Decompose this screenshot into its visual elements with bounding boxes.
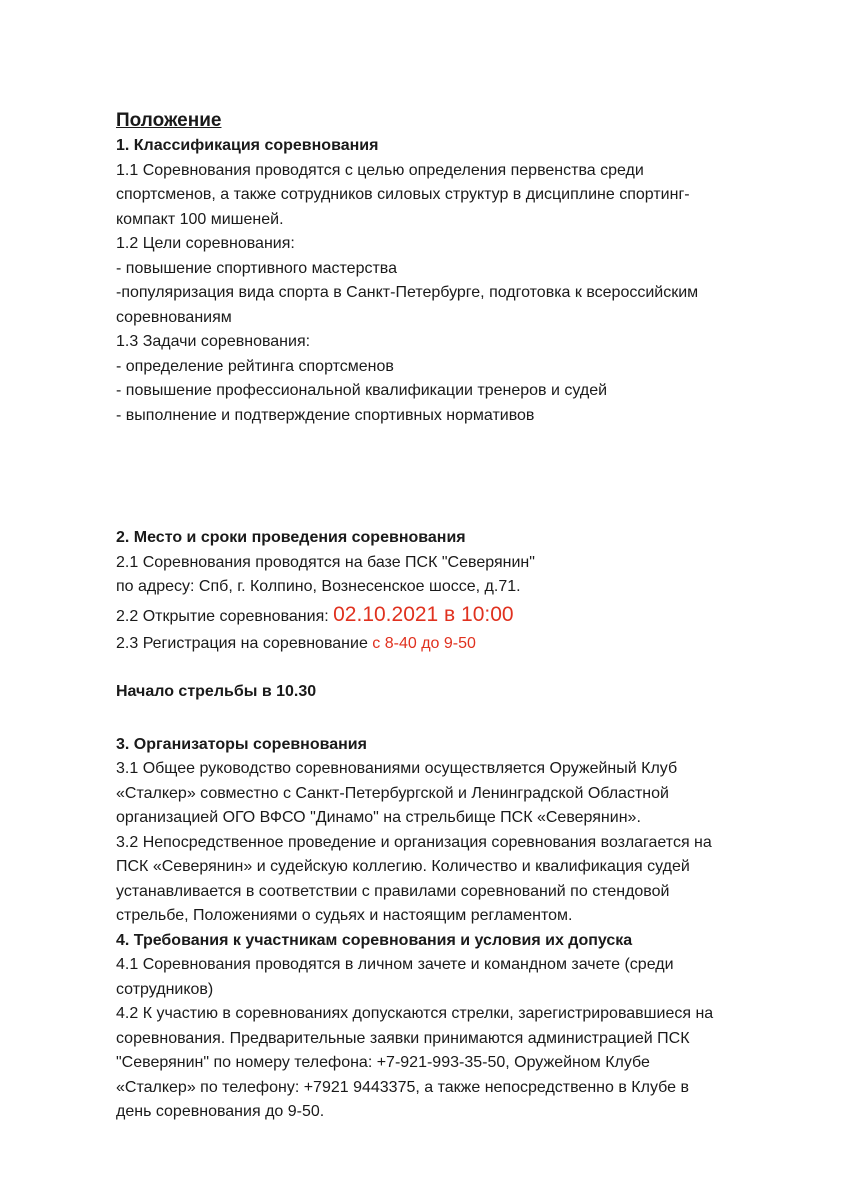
shooting-start: Начало стрельбы в 10.30: [116, 683, 317, 700]
registration-time: с 8-40 до 9-50: [372, 634, 476, 652]
section-3-line: 3.1 Общее руководство соревнованиями осуществляется Оружейный Клуб: [116, 760, 678, 777]
spacer: [116, 656, 816, 680]
section-3-line: ПСК «Северянин» и судейскую коллегию. Количество и квалификация судей: [116, 858, 690, 875]
section-4-line: «Сталкер» по телефону: +7921 9443375, а также непосредственно в Клубе в: [116, 1078, 689, 1096]
section-1-line: компакт 100 мишеней.: [116, 210, 284, 228]
section-2-line: 2.1 Соревнования проводятся на базе ПСК "Северянин": [116, 553, 535, 571]
section-1-line: 1.2 Цели соревнования:: [116, 235, 295, 252]
section-4-line: соревнования. Предварительные заявки принимаются администрацией ПСК: [116, 1029, 690, 1047]
section-3-line: организацией ОГО ВФСО "Динамо" на стрельбище ПСК «Северянин».: [116, 809, 641, 826]
section-4-line: 4.1 Соревнования проводятся в личном зачете и командном зачете (среди: [116, 956, 674, 973]
spacer: [116, 705, 816, 733]
section-4-heading: 4. Требования к участникам соревнования и условия их допуска: [116, 931, 633, 949]
spacer: [116, 428, 816, 526]
section-4-line: день соревнования до 9-50.: [116, 1103, 325, 1120]
section-3-line: стрельбе, Положениями о судьях и настоящим регламентом.: [116, 907, 573, 924]
section-1-heading: 1. Классификация соревнования: [116, 137, 379, 154]
document-page: [116, 108, 816, 1125]
section-1-line: - выполнение и подтверждение спортивных нормативов: [116, 406, 535, 424]
section-1-line: - определение рейтинга спортсменов: [116, 357, 394, 375]
section-4-line: 4.2 К участию в соревнованиях допускаются стрелки, зарегистрировавшиеся на: [116, 1005, 714, 1022]
opening-datetime: 02.10.2021 в 10:00: [333, 602, 514, 626]
opening-label: 2.2 Открытие соревнования:: [116, 607, 334, 625]
section-1-line: соревнованиям: [116, 308, 232, 326]
section-1-line: 1.3 Задачи соревнования:: [116, 333, 311, 350]
registration-label: 2.3 Регистрация на соревнование: [116, 634, 373, 652]
section-3-line: устанавливается в соответствии с правилами соревнований по стендовой: [116, 882, 670, 900]
section-4-line: "Северянин" по номеру телефона: +7-921-993-35-50, Оружейном Клубе: [116, 1054, 650, 1071]
section-1-line: -популяризация вида спорта в Санкт-Петербурге, подготовка к всероссийским: [116, 284, 699, 301]
section-4-line: сотрудников): [116, 980, 214, 998]
section-1-line: - повышение спортивного мастерства: [116, 259, 398, 277]
section-3-heading: 3. Организаторы соревнования: [116, 735, 367, 753]
section-2-heading: 2. Место и сроки проведения соревнования: [116, 529, 466, 546]
section-3-line: «Сталкер» совместно с Санкт-Петербургской и Ленинградской Областной: [116, 784, 669, 802]
document-title: Положение: [116, 110, 222, 131]
section-1-line: спортсменов, а также сотрудников силовых структур в дисциплине спортинг-: [116, 186, 690, 203]
opening-line: [116, 600, 816, 632]
section-1-line: 1.1 Соревнования проводятся с целью определения первенства среди: [116, 161, 644, 179]
section-1-line: - повышение профессиональной квалификации тренеров и судей: [116, 382, 608, 399]
registration-line: [116, 632, 816, 657]
section-3-line: 3.2 Непосредственное проведение и организация соревнования возлагается на: [116, 833, 712, 851]
section-2-line: по адресу: Спб, г. Колпино, Вознесенское шоссе, д.71.: [116, 578, 521, 595]
